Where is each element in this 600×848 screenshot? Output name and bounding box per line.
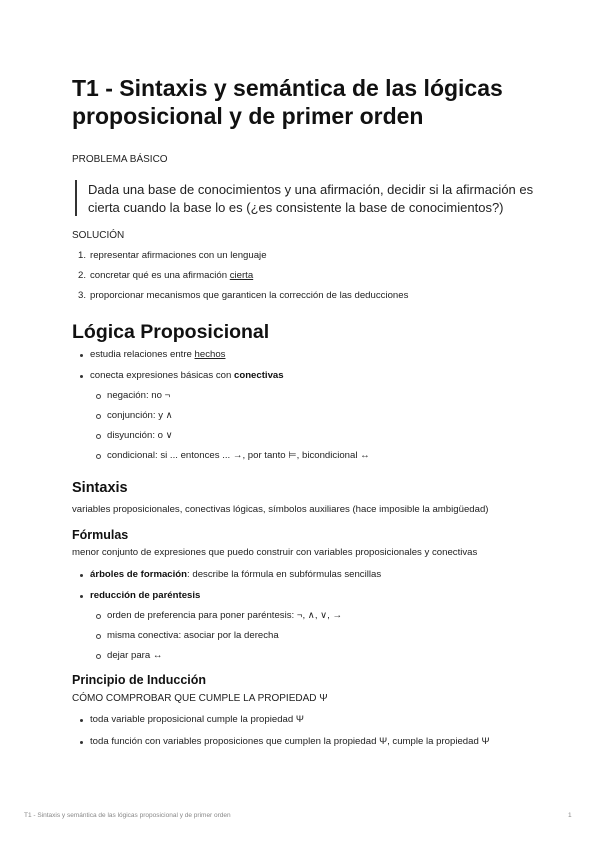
circle-bullet-icon	[96, 614, 101, 619]
bullet-icon	[80, 354, 83, 357]
circle-bullet-icon	[96, 654, 101, 659]
bullet-icon	[80, 719, 83, 722]
list-item-text: estudia relaciones entre	[90, 349, 195, 360]
list-number: 3.	[78, 290, 87, 301]
list-item: representar afirmaciones con un lenguaje	[90, 250, 267, 261]
hechos-link[interactable]: hechos	[194, 349, 226, 360]
paragraph: menor conjunto de expresiones que puedo construir con variables proposicionales y conectivas	[72, 547, 478, 558]
footer-title: T1 - Sintaxis y semántica de las lógicas proposicional y de primer orden	[24, 812, 231, 819]
list-item-text: : describe la fórmula en subfórmulas sencillas	[187, 569, 382, 580]
list-item: toda variable proposicional cumple la propiedad Ψ	[90, 714, 304, 725]
list-item	[90, 347, 225, 363]
page-title-line-1: T1 - Sintaxis y semántica de las lógicas	[72, 75, 503, 101]
section-heading-logica: Lógica Proposicional	[72, 321, 270, 343]
list-number: 2.	[78, 270, 87, 281]
bullet-icon	[80, 595, 83, 598]
sub-list-item: orden de preferencia para poner paréntesis: ¬, ∧, ∨, →	[107, 610, 343, 621]
circle-bullet-icon	[96, 454, 101, 459]
blockquote-bar	[75, 180, 77, 216]
circle-bullet-icon	[96, 634, 101, 639]
bold-term: conectivas	[234, 370, 284, 381]
circle-bullet-icon	[96, 434, 101, 439]
list-number: 1.	[78, 250, 87, 261]
sub-list-item: conjunción: y ∧	[107, 410, 173, 421]
quote-line-2: cierta cuando la base lo es (¿es consistente la base de conocimientos?)	[88, 200, 504, 215]
bullet-icon	[80, 574, 83, 577]
sub-list-item: condicional: si ... entonces ... →, por tanto ⊨, bicondicional ↔	[107, 450, 370, 461]
section-heading-sintaxis: Sintaxis	[72, 480, 128, 496]
list-item: proporcionar mecanismos que garanticen la corrección de las deducciones	[90, 290, 409, 301]
list-item: toda función con variables proposiciones que cumplen la propiedad Ψ, cumple la propiedad Ψ	[90, 736, 490, 747]
section-heading-formulas: Fórmulas	[72, 528, 129, 542]
circle-bullet-icon	[96, 394, 101, 399]
sub-list-item: misma conectiva: asociar por la derecha	[107, 630, 279, 641]
bullet-icon	[80, 375, 83, 378]
paragraph: variables proposicionales, conectivas lógicas, símbolos auxiliares (hace imposible la ambigüedad)	[72, 504, 489, 515]
list-item-text: concretar qué es una afirmación	[90, 270, 230, 281]
bold-term: reducción de paréntesis	[90, 590, 201, 601]
list-item-text: conecta expresiones básicas con	[90, 370, 234, 381]
cierta-link[interactable]: cierta	[229, 270, 254, 281]
sub-list-item: dejar para ↔	[107, 650, 163, 661]
list-item	[90, 567, 381, 583]
bold-term: árboles de formación	[90, 569, 188, 580]
problema-label: PROBLEMA BÁSICO	[72, 154, 168, 165]
quote-line-1: Dada una base de conocimientos y una afirmación, decidir si la afirmación es	[88, 182, 534, 197]
sub-list-item: disyunción: o ∨	[107, 430, 173, 441]
page-number: 1	[568, 812, 572, 819]
section-heading-induccion: Principio de Inducción	[72, 673, 207, 687]
sub-list-item: negación: no ¬	[107, 390, 171, 401]
induccion-caption: CÓMO COMPROBAR QUE CUMPLE LA PROPIEDAD Ψ	[72, 693, 328, 704]
page-title-line-2: proposicional y de primer orden	[72, 103, 424, 129]
list-item	[90, 588, 200, 604]
list-item	[90, 368, 284, 384]
list-item	[90, 268, 253, 284]
circle-bullet-icon	[96, 414, 101, 419]
solucion-label: SOLUCIÓN	[72, 230, 125, 241]
bullet-icon	[80, 741, 83, 744]
